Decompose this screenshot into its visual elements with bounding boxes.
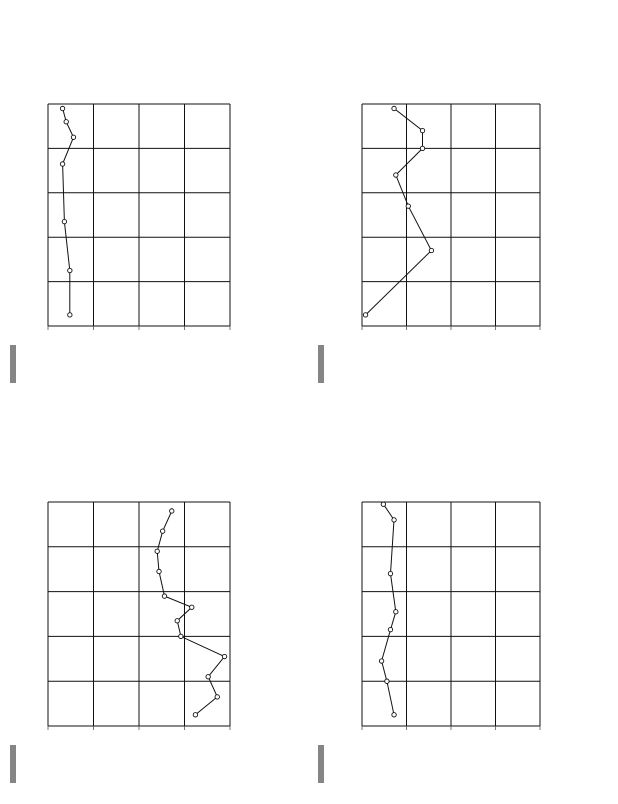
data-point: [68, 313, 72, 317]
data-point: [170, 509, 174, 513]
data-point: [71, 135, 75, 139]
series-line: [157, 511, 224, 715]
data-point: [62, 219, 66, 223]
data-point: [179, 634, 183, 638]
data-point: [420, 128, 424, 132]
data-point: [394, 173, 398, 177]
data-point: [157, 569, 161, 573]
chart-panel-1: [48, 502, 230, 730]
scan-edge-mark: [10, 345, 16, 383]
data-point: [420, 146, 424, 150]
data-point: [193, 713, 197, 717]
data-point: [381, 502, 385, 506]
data-point: [175, 619, 179, 623]
data-point: [429, 248, 433, 252]
data-point: [162, 594, 166, 598]
data-point: [388, 627, 392, 631]
data-point: [392, 106, 396, 110]
data-point: [406, 204, 410, 208]
data-point: [394, 610, 398, 614]
chart-panel-3: [48, 104, 230, 330]
data-point: [60, 106, 64, 110]
data-point: [155, 549, 159, 553]
data-point: [68, 268, 72, 272]
chart-panel-4: [362, 104, 540, 330]
data-point: [392, 518, 396, 522]
scan-edge-mark: [10, 745, 16, 783]
chart-panel-2: [362, 502, 540, 730]
data-point: [392, 713, 396, 717]
data-point: [206, 675, 210, 679]
data-point: [160, 529, 164, 533]
scan-edge-mark: [318, 345, 324, 383]
data-point: [64, 120, 68, 124]
series-line: [366, 108, 432, 315]
data-point: [190, 605, 194, 609]
data-point: [385, 679, 389, 683]
data-point: [363, 313, 367, 317]
data-point: [222, 654, 226, 658]
data-point: [60, 162, 64, 166]
data-point: [388, 571, 392, 575]
series-line: [382, 504, 396, 715]
scan-edge-mark: [318, 745, 324, 783]
data-point: [215, 695, 219, 699]
data-point: [379, 659, 383, 663]
